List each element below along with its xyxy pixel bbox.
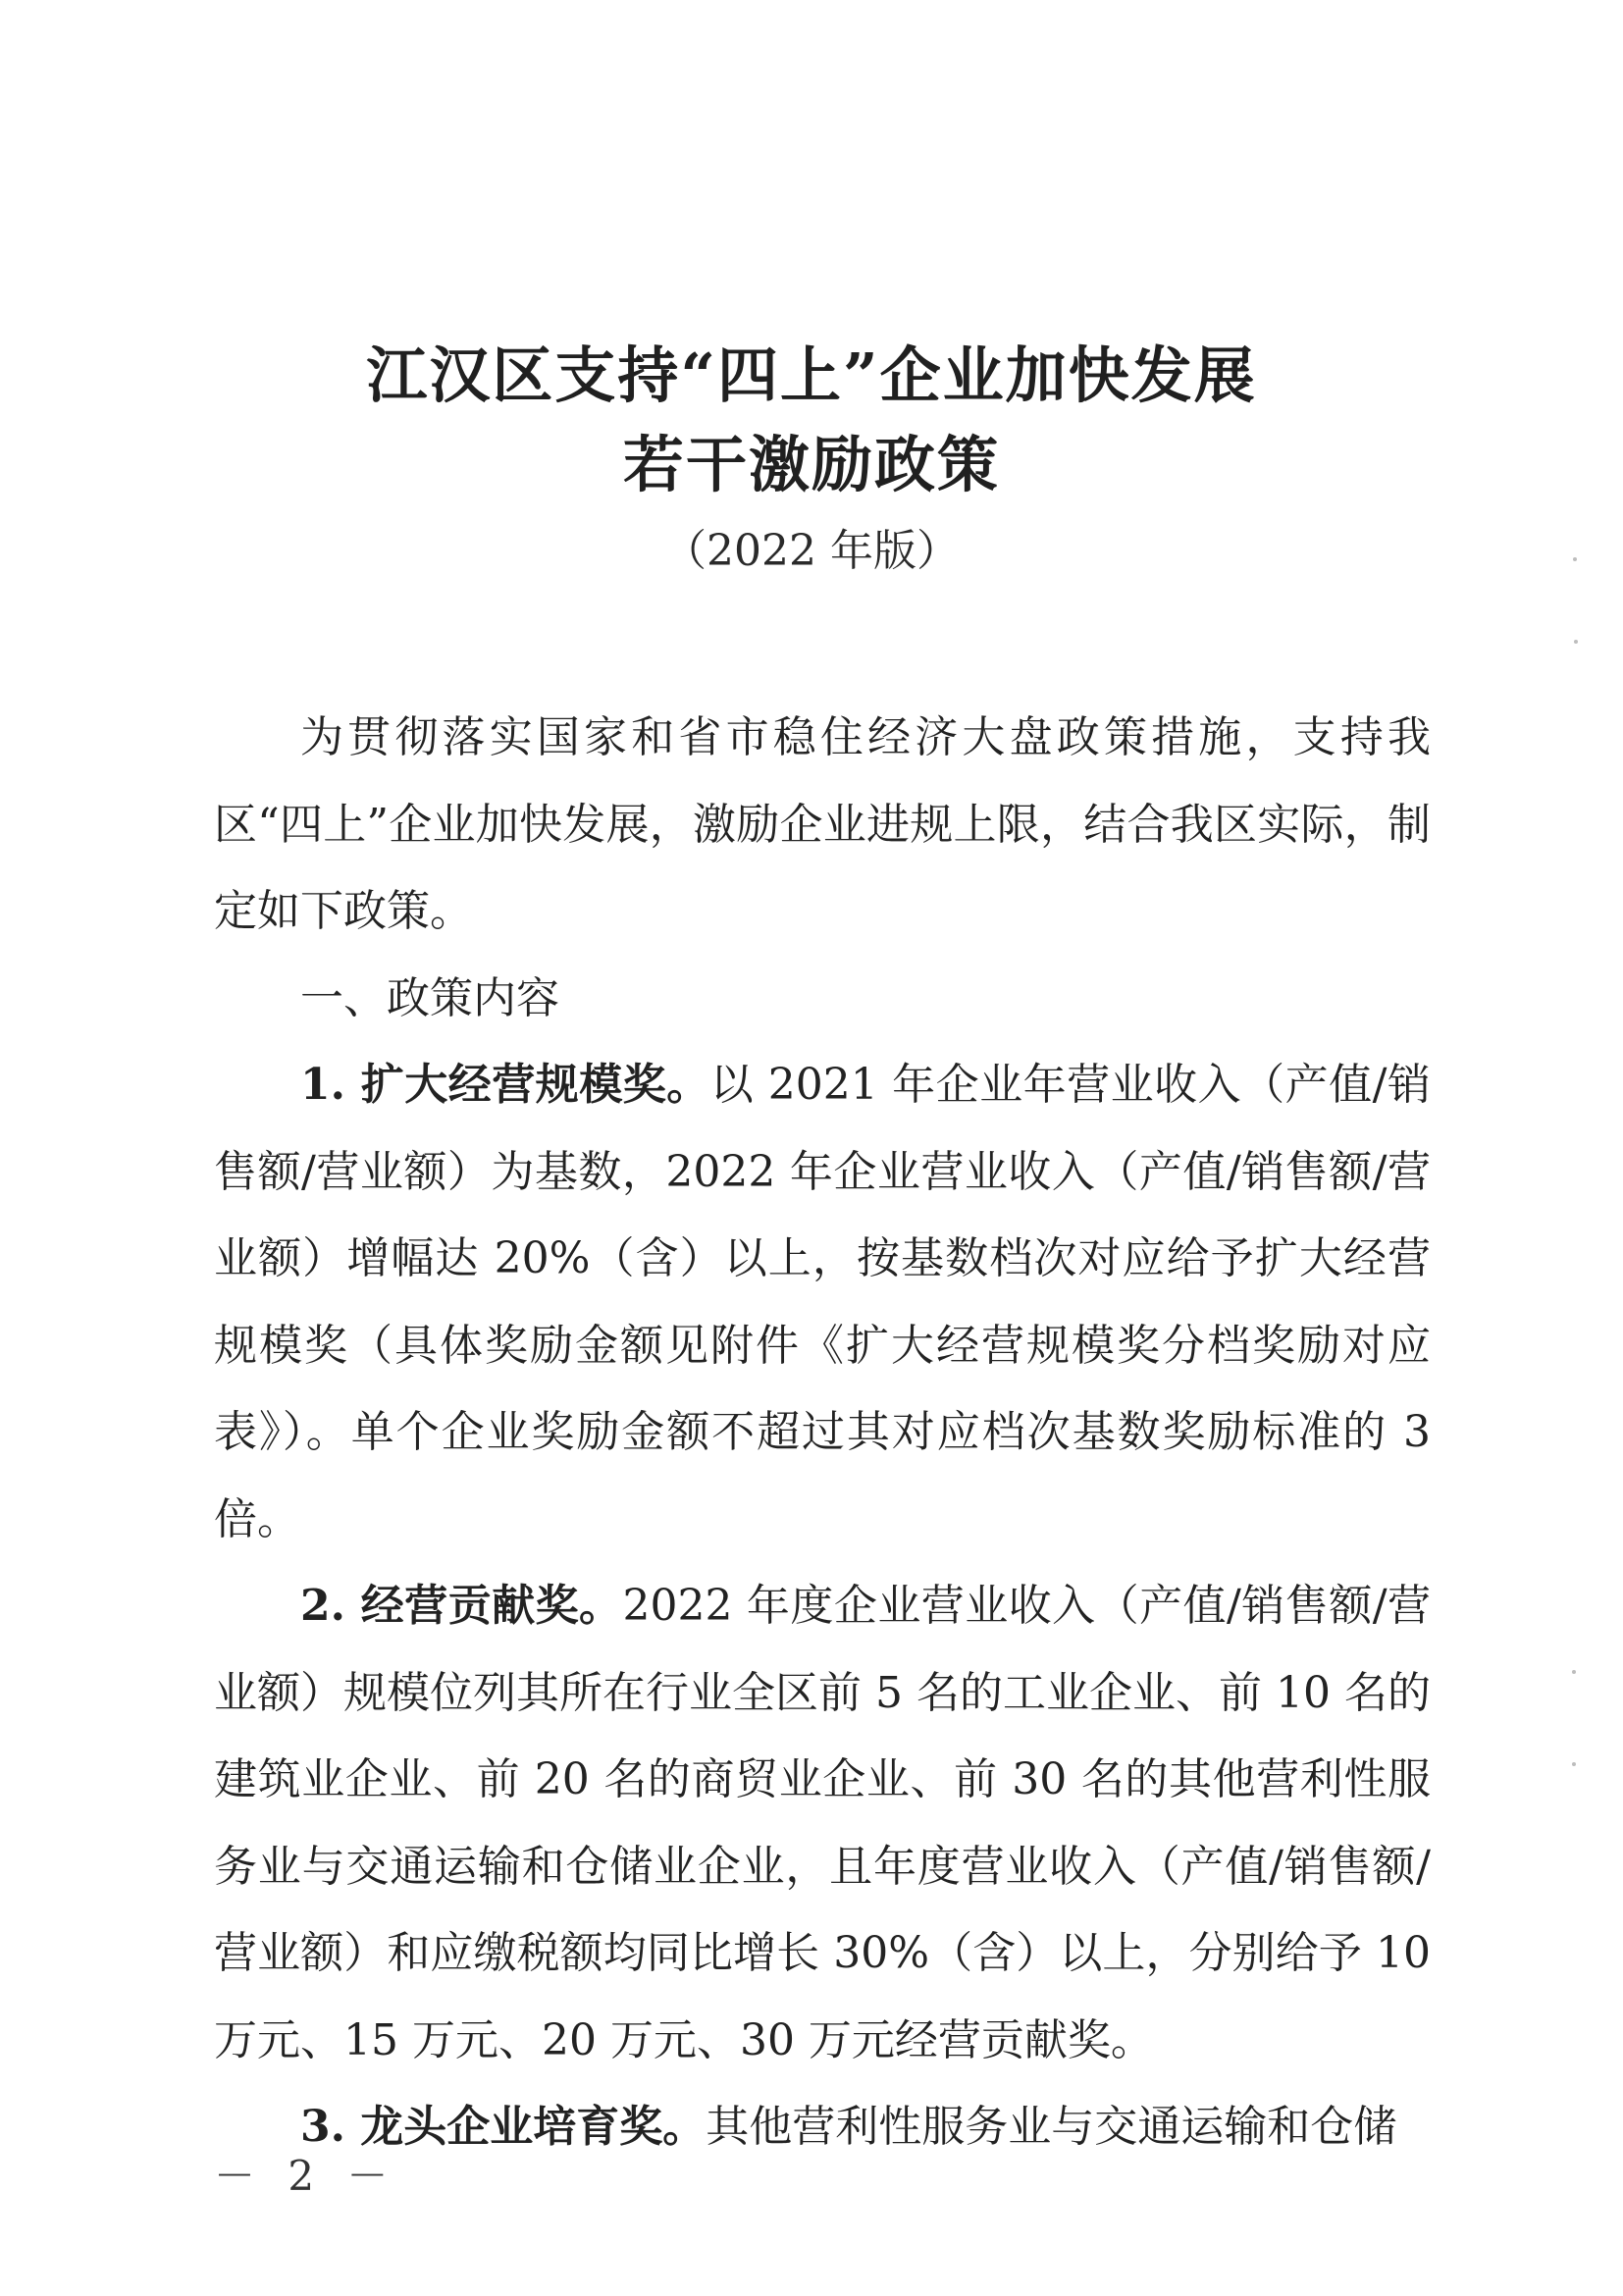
scan-speck (1572, 1762, 1576, 1766)
document-edition: （2022 年版） (663, 526, 960, 576)
policy-item-2 (214, 1563, 1431, 2084)
document-title-line1: 江汉区支持“四上”企业加快发展 (366, 339, 1257, 411)
policy-item-1 (214, 1042, 1431, 1563)
policy-item-1-text: 以 2021 年企业年营业收入（产值/销售额/营业额）为基数，2022 年企业营业收入（产值/销售额/营业额）增幅达 20%（含）以上，按基数档次对应给予扩大经营规模奖（具体奖励金额见附件《扩大经营规模奖分档奖励对应表》）。单个企业奖励金额不超过其对应档次基数奖励标准的 3 倍。 (214, 1060, 1431, 1544)
scan-speck (1574, 640, 1578, 644)
scan-speck (1573, 557, 1577, 561)
page-number: － 2 － (214, 2152, 398, 2200)
document-body (214, 695, 1431, 2171)
policy-item-3-label: 3. 龙头企业培育奖。 (300, 2102, 707, 2152)
policy-item-2-label: 2. 经营贡献奖。 (300, 1581, 623, 1631)
intro-paragraph: 为贯彻落实国家和省市稳住经济大盘政策措施，支持我区“四上”企业加快发展，激励企业进规上限，结合我区实际，制定如下政策。 (214, 712, 1431, 936)
document-title-line2: 若干激励政策 (622, 429, 1000, 500)
scan-speck (1572, 1670, 1576, 1674)
policy-item-3-text: 其他营利性服务业与交通运输和仓储 (706, 2102, 1397, 2152)
policy-item-2-text: 2022 年度企业营业收入（产值/销售额/营业额）规模位列其所在行业全区前 5 名的工业企业、前 10 名的建筑业企业、前 20 名的商贸业企业、前 30 名的其他营利性服务业与交通运输和仓储业企业，且年度营业收入（产值/销售额/营业额）和应缴税额均同比增长 30%（含）以上，分别给予 10 万元、15 万元、20 万元、30 万元经营贡献奖。 (214, 1581, 1431, 2065)
policy-item-1-label: 1. 扩大经营规模奖。 (300, 1060, 710, 1110)
section-heading: 一、政策内容 (300, 972, 559, 1023)
